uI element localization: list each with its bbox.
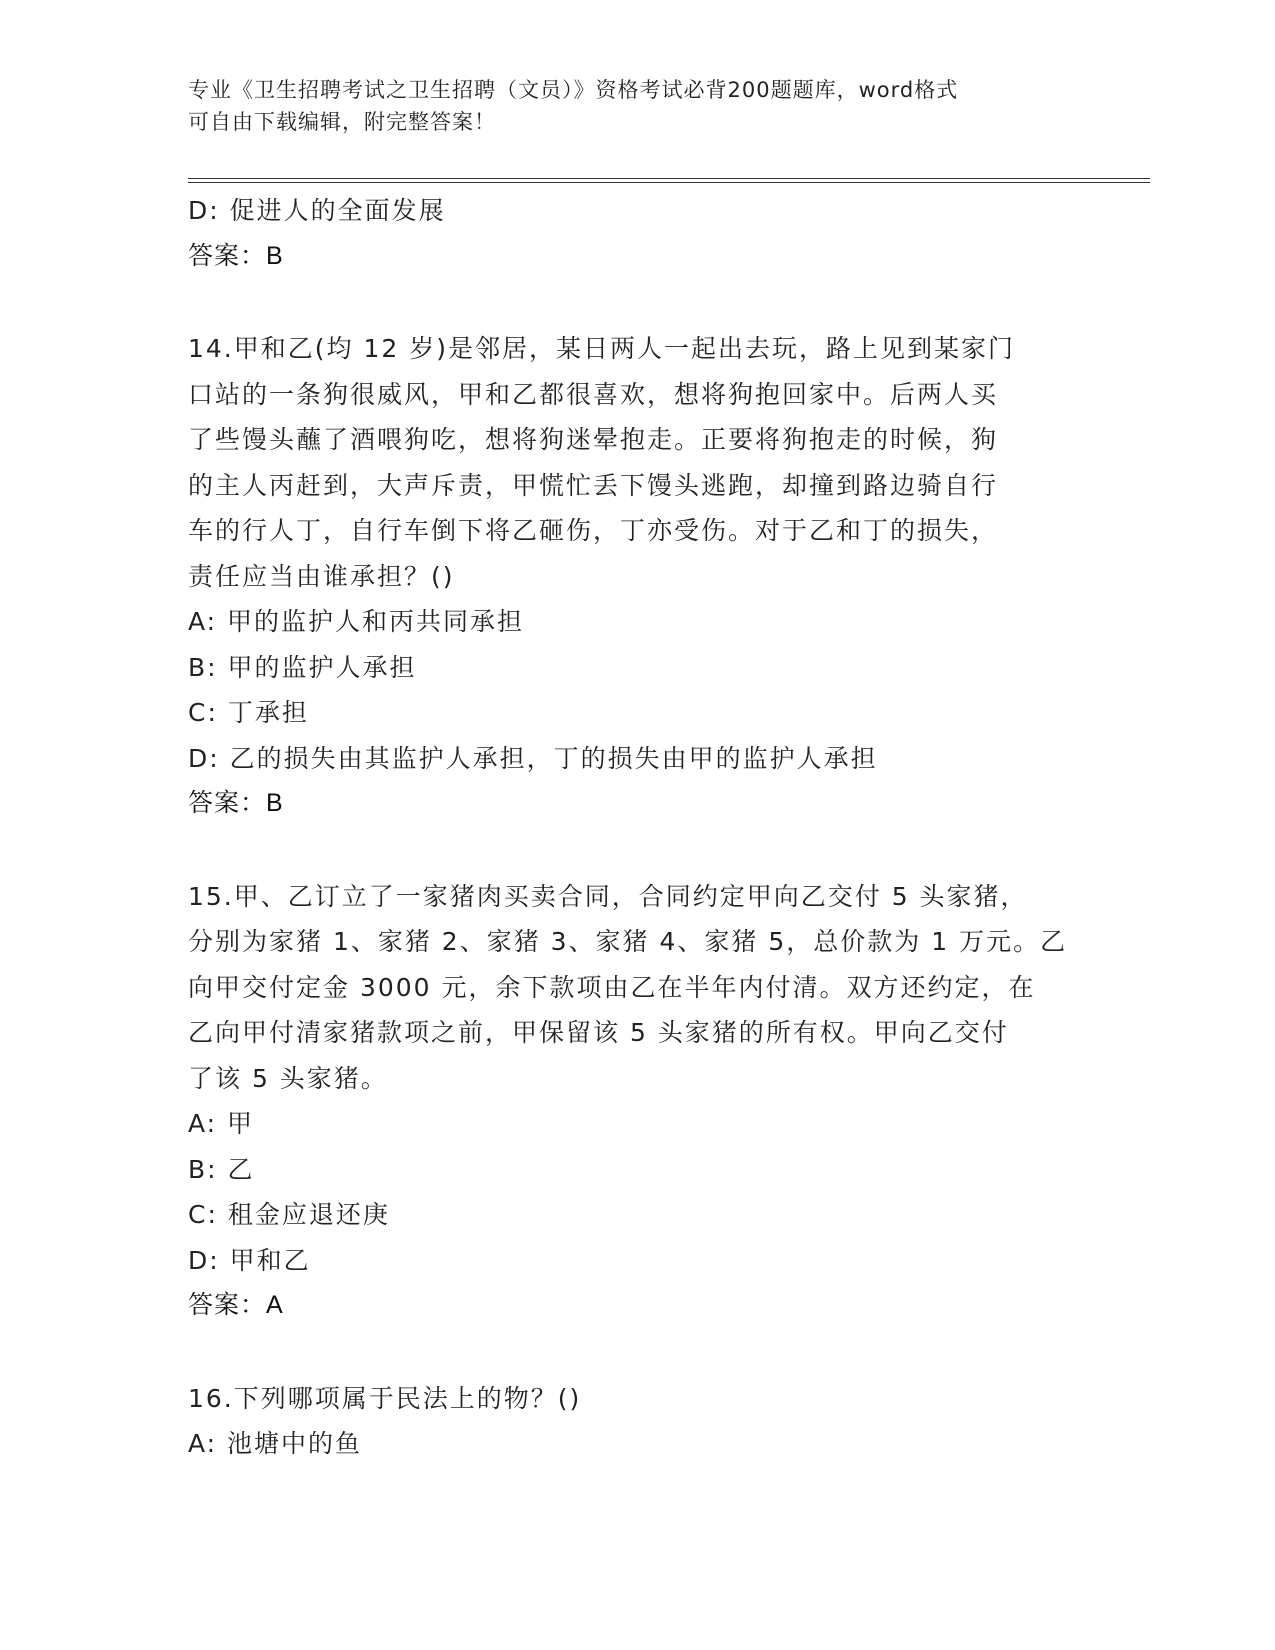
document-body: [188, 188, 1088, 1467]
answer: 答案：A: [188, 1291, 284, 1319]
spacer: [188, 1329, 1088, 1376]
option-c: C: 丁承担: [188, 698, 309, 727]
option-d: D: 乙的损失由其监护人承担，丁的损失由甲的监护人承担: [188, 743, 878, 773]
option-b: B: 甲的监护人承担: [188, 652, 417, 682]
option-d: D: 甲和乙: [188, 1245, 311, 1275]
question-text-line: 15.甲、乙订立了一家猪肉买卖合同，合同约定甲向乙交付 5 头家猪，: [188, 881, 1028, 911]
header-line-1: 专业《卫生招聘考试之卫生招聘（文员）》资格考试必背200题题库，word格式: [188, 78, 959, 102]
header-divider-bottom: [188, 182, 1150, 183]
question-text-line: 16.下列哪项属于民法上的物？(): [188, 1383, 582, 1413]
question-16: [188, 1376, 1088, 1467]
question-text-line: 的主人丙赶到，大声斥责，甲慌忙丢下馒头逃跑，却撞到路边骑自行: [188, 470, 999, 500]
spacer: [188, 279, 1088, 326]
document-header: [188, 74, 1068, 138]
question-text-line: 责任应当由谁承担？(): [188, 561, 455, 591]
option-a: A: 甲: [188, 1109, 255, 1138]
header-divider-top: [188, 178, 1150, 179]
option-a: A: 池塘中的鱼: [188, 1429, 363, 1458]
question-14: [188, 326, 1088, 827]
header-line-2: 可自由下载编辑，附完整答案！: [188, 110, 496, 134]
option-a: A: 甲的监护人和丙共同承担: [188, 607, 525, 636]
question-text-line: 14.甲和乙(均 12 岁)是邻居，某日两人一起出去玩，路上见到某家门: [188, 334, 1015, 363]
question-text-line: 了些馒头蘸了酒喂狗吃，想将狗迷晕抱走。正要将狗抱走的时候，狗: [188, 425, 999, 454]
question-text-line: 乙向甲付清家猪款项之前，甲保留该 5 头家猪的所有权。甲向乙交付: [188, 1018, 1009, 1047]
option-c: C: 租金应退还庚: [188, 1200, 390, 1229]
answer: 答案：B: [188, 789, 284, 817]
answer: 答案：B: [188, 241, 284, 270]
question-text-line: 口站的一条狗很威风，甲和乙都很喜欢，想将狗抱回家中。后两人买: [188, 379, 999, 409]
question-15: [188, 874, 1088, 1329]
option-d: D: 促进人的全面发展: [188, 196, 446, 225]
spacer: [188, 827, 1088, 874]
previous-question-tail: [188, 188, 1088, 279]
question-text-line: 了该 5 头家猪。: [188, 1063, 388, 1093]
option-b: B: 乙: [188, 1154, 255, 1184]
question-text-line: 向甲交付定金 3000 元，余下款项由乙在半年内付清。双方还约定，在: [188, 972, 1036, 1002]
question-text-line: 车的行人丁，自行车倒下将乙砸伤，丁亦受伤。对于乙和丁的损失，: [188, 516, 999, 545]
question-text-line: 分别为家猪 1、家猪 2、家猪 3、家猪 4、家猪 5，总价款为 1 万元。乙: [188, 927, 1068, 956]
